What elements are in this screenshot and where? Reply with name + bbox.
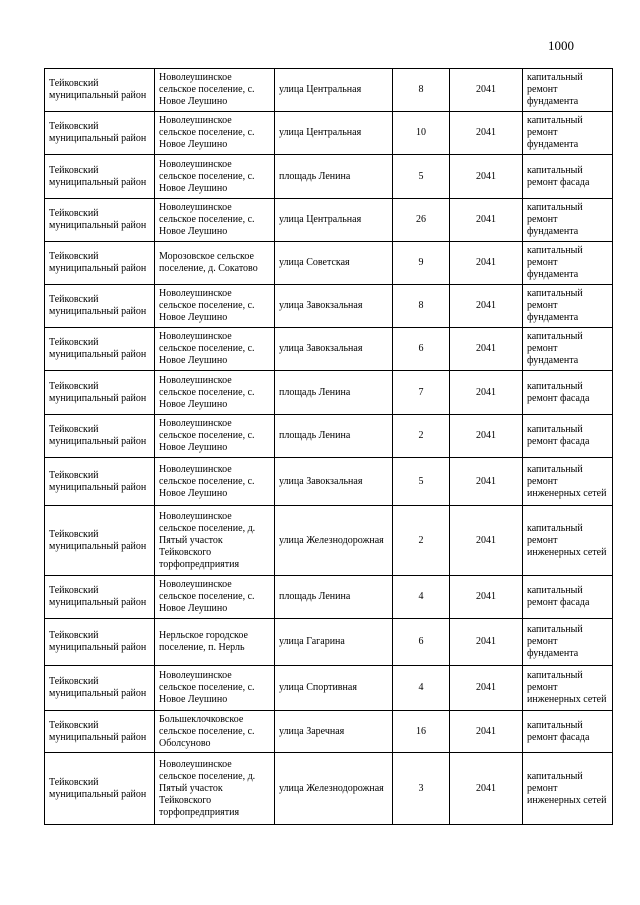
cell-work-type: капитальный ремонт фундамента — [523, 619, 613, 666]
cell-house-number: 6 — [393, 328, 450, 371]
cell-year: 2041 — [450, 371, 523, 415]
cell-house-number: 2 — [393, 506, 450, 576]
cell-district: Тейковский муниципальный район — [45, 506, 155, 576]
cell-district: Тейковский муниципальный район — [45, 576, 155, 619]
cell-settlement: Новолеушинское сельское поселение, с. Новое Леушино — [155, 415, 275, 458]
cell-work-type: капитальный ремонт инженерных сетей — [523, 753, 613, 825]
table-row — [45, 328, 613, 371]
table-row — [45, 371, 613, 415]
cell-street: улица Железнодорожная — [275, 753, 393, 825]
cell-settlement: Новолеушинское сельское поселение, с. Новое Леушино — [155, 112, 275, 155]
cell-district: Тейковский муниципальный район — [45, 328, 155, 371]
cell-house-number: 4 — [393, 576, 450, 619]
cell-year: 2041 — [450, 666, 523, 711]
cell-street: улица Центральная — [275, 112, 393, 155]
cell-district: Тейковский муниципальный район — [45, 285, 155, 328]
cell-street: улица Завокзальная — [275, 285, 393, 328]
table-row — [45, 285, 613, 328]
cell-settlement: Большеклочковское сельское поселение, с. Оболсуново — [155, 711, 275, 753]
housing-repair-table — [44, 68, 613, 825]
cell-house-number: 6 — [393, 619, 450, 666]
cell-house-number: 3 — [393, 753, 450, 825]
cell-work-type: капитальный ремонт фасада — [523, 576, 613, 619]
cell-street: площадь Ленина — [275, 576, 393, 619]
cell-street: улица Заречная — [275, 711, 393, 753]
cell-settlement: Новолеушинское сельское поселение, с. Новое Леушино — [155, 155, 275, 199]
table-row — [45, 69, 613, 112]
table-row — [45, 199, 613, 242]
cell-district: Тейковский муниципальный район — [45, 112, 155, 155]
cell-district: Тейковский муниципальный район — [45, 199, 155, 242]
cell-street: улица Центральная — [275, 199, 393, 242]
cell-work-type: капитальный ремонт фундамента — [523, 112, 613, 155]
cell-settlement: Новолеушинское сельское поселение, с. Новое Леушино — [155, 199, 275, 242]
table-row — [45, 576, 613, 619]
cell-year: 2041 — [450, 285, 523, 328]
cell-work-type: капитальный ремонт фундамента — [523, 285, 613, 328]
cell-district: Тейковский муниципальный район — [45, 458, 155, 506]
cell-house-number: 4 — [393, 666, 450, 711]
cell-house-number: 8 — [393, 285, 450, 328]
cell-year: 2041 — [450, 506, 523, 576]
cell-year: 2041 — [450, 576, 523, 619]
cell-work-type: капитальный ремонт фасада — [523, 415, 613, 458]
table-row — [45, 458, 613, 506]
cell-settlement: Новолеушинское сельское поселение, с. Новое Леушино — [155, 328, 275, 371]
cell-work-type: капитальный ремонт инженерных сетей — [523, 666, 613, 711]
cell-district: Тейковский муниципальный район — [45, 711, 155, 753]
table-row — [45, 155, 613, 199]
cell-year: 2041 — [450, 155, 523, 199]
cell-house-number: 26 — [393, 199, 450, 242]
cell-work-type: капитальный ремонт фасада — [523, 371, 613, 415]
cell-year: 2041 — [450, 328, 523, 371]
page-number: 1000 — [548, 38, 574, 53]
table-row — [45, 619, 613, 666]
cell-settlement: Новолеушинское сельское поселение, с. Новое Леушино — [155, 576, 275, 619]
cell-settlement: Новолеушинское сельское поселение, с. Новое Леушино — [155, 458, 275, 506]
table-row — [45, 112, 613, 155]
cell-street: площадь Ленина — [275, 415, 393, 458]
cell-year: 2041 — [450, 199, 523, 242]
table-row — [45, 415, 613, 458]
cell-house-number: 2 — [393, 415, 450, 458]
table-row — [45, 506, 613, 576]
cell-street: улица Центральная — [275, 69, 393, 112]
cell-district: Тейковский муниципальный район — [45, 371, 155, 415]
cell-settlement: Новолеушинское сельское поселение, д. Пятый участок Тейковского торфопредприятия — [155, 753, 275, 825]
cell-district: Тейковский муниципальный район — [45, 666, 155, 711]
cell-year: 2041 — [450, 711, 523, 753]
cell-year: 2041 — [450, 458, 523, 506]
cell-district: Тейковский муниципальный район — [45, 155, 155, 199]
cell-settlement: Новолеушинское сельское поселение, с. Новое Леушино — [155, 69, 275, 112]
cell-work-type: капитальный ремонт фундамента — [523, 69, 613, 112]
table-body — [45, 69, 613, 825]
cell-district: Тейковский муниципальный район — [45, 415, 155, 458]
cell-year: 2041 — [450, 619, 523, 666]
cell-street: улица Железнодорожная — [275, 506, 393, 576]
cell-street: улица Завокзальная — [275, 328, 393, 371]
table-row — [45, 666, 613, 711]
cell-work-type: капитальный ремонт инженерных сетей — [523, 506, 613, 576]
cell-district: Тейковский муниципальный район — [45, 242, 155, 285]
cell-work-type: капитальный ремонт фундамента — [523, 328, 613, 371]
cell-district: Тейковский муниципальный район — [45, 753, 155, 825]
cell-street: улица Советская — [275, 242, 393, 285]
cell-year: 2041 — [450, 242, 523, 285]
cell-settlement: Новолеушинское сельское поселение, с. Новое Леушино — [155, 666, 275, 711]
cell-work-type: капитальный ремонт фасада — [523, 155, 613, 199]
cell-year: 2041 — [450, 415, 523, 458]
cell-street: улица Завокзальная — [275, 458, 393, 506]
cell-settlement: Новолеушинское сельское поселение, с. Новое Леушино — [155, 371, 275, 415]
cell-work-type: капитальный ремонт фундамента — [523, 242, 613, 285]
cell-year: 2041 — [450, 112, 523, 155]
cell-work-type: капитальный ремонт фундамента — [523, 199, 613, 242]
cell-settlement: Новолеушинское сельское поселение, д. Пятый участок Тейковского торфопредприятия — [155, 506, 275, 576]
table-row — [45, 242, 613, 285]
cell-house-number: 5 — [393, 458, 450, 506]
cell-settlement: Морозовское сельское поселение, д. Сокатово — [155, 242, 275, 285]
cell-street: площадь Ленина — [275, 155, 393, 199]
cell-house-number: 8 — [393, 69, 450, 112]
cell-year: 2041 — [450, 753, 523, 825]
cell-district: Тейковский муниципальный район — [45, 619, 155, 666]
cell-settlement: Нерльское городское поселение, п. Нерль — [155, 619, 275, 666]
cell-street: улица Гагарина — [275, 619, 393, 666]
cell-house-number: 7 — [393, 371, 450, 415]
cell-house-number: 9 — [393, 242, 450, 285]
cell-settlement: Новолеушинское сельское поселение, с. Новое Леушино — [155, 285, 275, 328]
cell-district: Тейковский муниципальный район — [45, 69, 155, 112]
cell-street: площадь Ленина — [275, 371, 393, 415]
cell-house-number: 10 — [393, 112, 450, 155]
cell-street: улица Спортивная — [275, 666, 393, 711]
cell-work-type: капитальный ремонт инженерных сетей — [523, 458, 613, 506]
table-row — [45, 711, 613, 753]
cell-year: 2041 — [450, 69, 523, 112]
cell-house-number: 16 — [393, 711, 450, 753]
cell-house-number: 5 — [393, 155, 450, 199]
table-row — [45, 753, 613, 825]
cell-work-type: капитальный ремонт фасада — [523, 711, 613, 753]
